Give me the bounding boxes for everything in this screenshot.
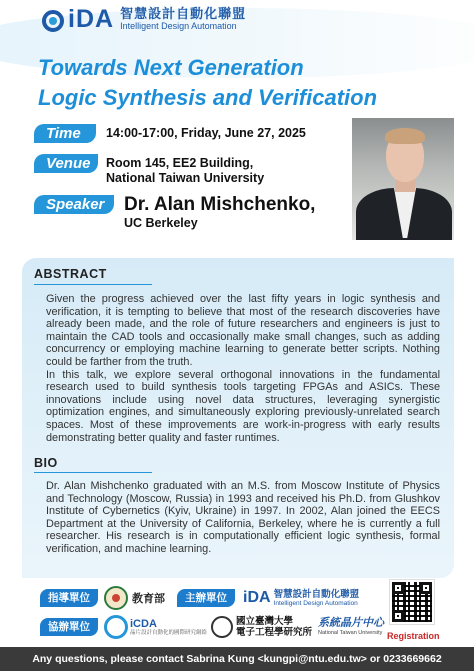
logo-chinese-name: 智慧設計自動化聯盟 xyxy=(120,6,247,21)
host-logo-mark: iDA xyxy=(243,589,271,606)
time-label: Time xyxy=(34,124,96,143)
venue-line1: Room 145, EE2 Building, xyxy=(106,156,254,170)
logo-english-name: Intelligent Design Automation xyxy=(120,21,237,31)
abstract-body xyxy=(46,293,440,444)
sponsor-row-guidance-host xyxy=(40,584,359,612)
contact-footer: Any questions, please contact Sabrina Kung <kungpi@ntu.edu.tw> or 0233669662 xyxy=(0,647,474,671)
speaker-affiliation: UC Berkeley xyxy=(124,216,198,230)
bio-heading: BIO xyxy=(34,456,58,470)
abstract-heading: ABSTRACT xyxy=(34,267,107,281)
venue-line2: National Taiwan University xyxy=(106,171,265,185)
host-en-name: Intelligent Design Automation xyxy=(273,599,358,607)
speaker-label: Speaker xyxy=(34,195,114,214)
icda-subtitle: 晶片設計自動化的國際研究網絡 xyxy=(130,629,208,636)
qr-finder-top-left xyxy=(392,582,404,594)
host-tag: 主辦單位 xyxy=(177,589,235,607)
host-cn-name: 智慧設計自動化聯盟 xyxy=(273,588,360,600)
logo-text-block xyxy=(120,6,246,32)
soc-center-name: 系統晶片中心 xyxy=(318,617,385,629)
gear-icon xyxy=(42,10,64,32)
guidance-tag: 指導單位 xyxy=(40,589,98,607)
icda-name: iCDA xyxy=(130,617,157,630)
registration-label: Registration xyxy=(387,631,440,641)
speaker-name: Dr. Alan Mishchenko, xyxy=(124,194,316,215)
moe-seal-icon xyxy=(104,586,128,610)
soc-center-university: National Taiwan University xyxy=(318,630,383,636)
icda-logo-icon xyxy=(104,615,128,639)
co-organizer-tag: 協辦單位 xyxy=(40,618,98,636)
ntu-seal-icon xyxy=(211,616,233,638)
ntu-name: 國立臺灣大學 xyxy=(236,616,294,627)
icda-logo-text xyxy=(130,618,207,637)
abstract-paragraph-1: Given the progress achieved over the last fifty years in logic synthesis and verification, it is tempting to believe that most of the research discoveries have already been made, and the role of future researchers and engineers is just to maintain the CAD tools and occasionally make small changes, such as adding concurrency or employing machine learning to generate better scripts. Nothing could be farther from the truth. xyxy=(46,293,440,368)
abstract-underline xyxy=(34,284,152,285)
ntu-gieee-logo xyxy=(236,616,312,638)
qr-finder-top-right xyxy=(420,582,432,594)
time-value: 14:00-17:00, Friday, June 27, 2025 xyxy=(106,126,306,140)
guidance-org: 教育部 xyxy=(132,593,165,605)
ida-logo-icon xyxy=(42,6,66,32)
photo-hair xyxy=(385,128,425,144)
qr-finder-bottom-left xyxy=(392,610,404,622)
bio-body: Dr. Alan Mishchenko graduated with an M.S. from Moscow Institute of Physics and Technology (Moscow, Russia) in 1993 and received his Ph.D. from Glushkov Institute of Cybernetics (Kyiv, Ukraine) in 1997. In 2002, Alan joined the EECS Department at the University of California, Berkeley, where he is currently a full researcher. His research is in computationally efficient logic synthesis, formal verification, and machine learning. xyxy=(46,480,440,555)
ntu-institute: 電子工程學研究所 xyxy=(236,627,313,638)
talk-title xyxy=(38,53,458,113)
venue-label: Venue xyxy=(34,154,98,173)
host-logo-text xyxy=(274,589,360,608)
abstract-paragraph-2: In this talk, we explore several orthogonal innovations in the fundamental research used to build synthesis tools targeting FPGAs and ASICs. These innovations include using novel data structures, leveraging synergistic optimization engines, and simultaneously exploring previously-unrelated search spaces. Most of these improvements are work-in-progress with early results demonstrating better quality and faster runtimes. xyxy=(46,368,440,444)
host-ida-logo xyxy=(243,589,359,608)
talk-title-line2: Logic Synthesis and Verification xyxy=(38,85,378,110)
logo-mark-text: iDA xyxy=(68,5,115,33)
talk-title-line1: Towards Next Generation xyxy=(38,55,304,80)
speaker-photo xyxy=(352,118,454,240)
bio-underline xyxy=(34,472,152,473)
soc-center-logo xyxy=(318,617,384,637)
registration-qr-code[interactable] xyxy=(390,580,434,624)
ida-logo xyxy=(42,6,246,32)
sponsor-row-co-organizers xyxy=(40,613,384,641)
